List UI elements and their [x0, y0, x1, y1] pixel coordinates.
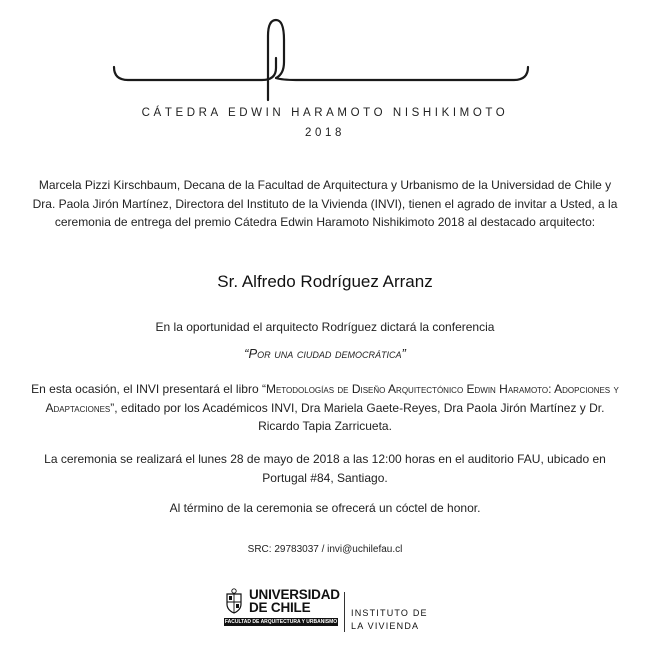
catedra-year: 2018	[305, 127, 345, 139]
uchile-line2: DE CHILE	[249, 600, 311, 615]
ceremony-paragraph: La ceremonia se realizará el lunes 28 de mayo de 2018 a las 12:00 horas en el auditorio FAU, ubicado en Portugal #84, Santiago.	[44, 452, 606, 485]
book-text-start: En esta ocasión, el INVI presentará el libro	[31, 382, 262, 396]
conference-intro: En la oportunidad el arquitecto Rodríguez dictará la conferencia	[155, 320, 495, 334]
book-text-end: , editado por los Académicos INVI, Dra Mariela Gaete-Reyes, Dra Paola Jirón Martínez y Dr. Ricardo Tapia Zarricueta.	[114, 400, 605, 433]
honoree-name: Sr. Alfredo Rodríguez Arranz	[217, 272, 433, 291]
catedra-title: CÁTEDRA EDWIN HARAMOTO NISHIKIMOTO	[141, 107, 509, 119]
book-title: “Metodologías de Diseño Arquitectónico Edwin Haramoto: Adopciones y Adaptaciones”	[45, 382, 619, 415]
uchile-logo-text	[249, 588, 340, 614]
uchile-faculty-bar: FACULTAD DE ARQUITECTURA Y URBANISMO	[224, 619, 338, 625]
uchile-shield-icon	[224, 588, 244, 614]
intro-paragraph: Marcela Pizzi Kirschbaum, Decana de la Facultad de Arquitectura y Urbanismo de la Universidad de Chile y Dra. Paola Jirón Martínez, Directora del Instituto de la Vivienda (INVI), tienen el agrado de invitar a Usted, a la ceremonia de entrega del premio Cátedra Edwin Haramoto Nishikimoto 2018 al destacado arquitecto:	[32, 178, 618, 229]
conference-title: “Por una ciudad democrática”	[244, 346, 406, 361]
book-paragraph	[30, 380, 620, 436]
uchile-line1: UNIVERSIDAD	[249, 587, 340, 602]
invi-line1: INSTITUTO DE	[351, 608, 428, 618]
invi-logo-text	[351, 607, 428, 633]
footer-logos	[224, 574, 434, 638]
catedra-logo-icon	[0, 0, 650, 110]
contact-info: SRC: 29783037 / invi@uchilefau.cl	[247, 544, 403, 555]
logo-divider	[344, 592, 345, 632]
invi-line2: LA VIVIENDA	[351, 621, 420, 631]
cocktail-paragraph: Al término de la ceremonia se ofrecerá un cóctel de honor.	[169, 501, 481, 515]
